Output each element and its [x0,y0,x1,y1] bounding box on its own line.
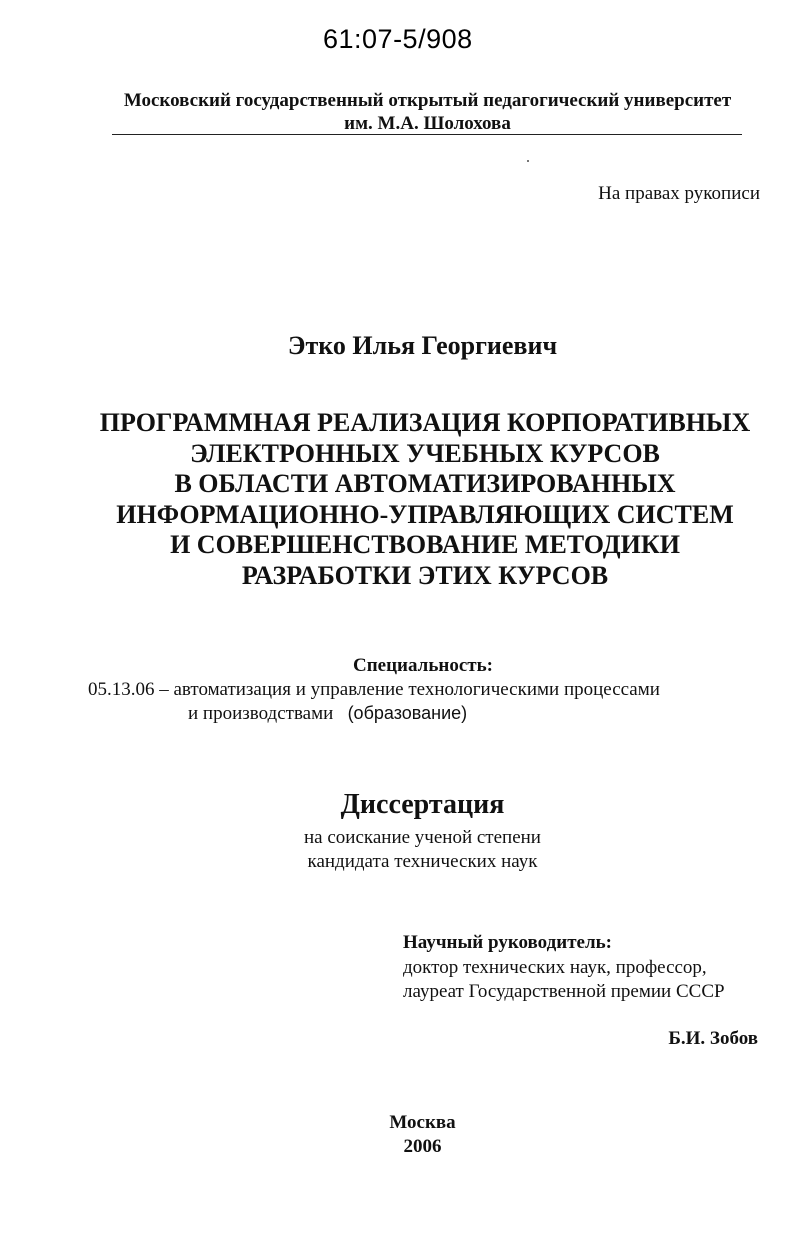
dissertation-heading: Диссертация [340,789,505,820]
specialty-field: (образование) [347,703,468,723]
city: Москва [389,1112,456,1133]
title-line: В ОБЛАСТИ АВТОМАТИЗИРОВАННЫХ [174,469,676,498]
degree-line: на соискание ученой степени [304,827,541,848]
specialty-code: 05.13.06 [88,679,155,700]
university-header [60,89,793,135]
year: 2006 [403,1136,442,1157]
university-name: Московский государственный открытый педагогический университет [123,90,732,111]
specialty-line-2 [188,703,467,725]
advisor-credential: доктор технических наук, профессор, [403,957,707,978]
specialty-description: автоматизация и управление технологическими процессами [173,679,660,700]
advisor-name: Б.И. Зобов [668,1028,758,1049]
degree-block [0,826,793,874]
title-line: ПРОГРАММНАЯ РЕАЛИЗАЦИЯ КОРПОРАТИВНЫХ [99,408,751,437]
advisor-credentials [403,956,725,1004]
author-name: Этко Илья Георгиевич [287,331,558,360]
title-line: ЭЛЕКТРОННЫХ УЧЕБНЫХ КУРСОВ [190,438,660,468]
title-line: РАЗРАБОТКИ ЭТИХ КУРСОВ [241,560,609,590]
specialty-label: Специальность: [353,655,493,676]
scan-speck [527,160,529,162]
rights-note: На правах рукописи [598,183,760,204]
place-and-year [0,1111,793,1159]
thesis-title [0,408,793,591]
university-namesake: им. М.А. Шолохова [344,113,511,134]
title-line: И СОВЕРШЕНСТВОВАНИЕ МЕТОДИКИ [170,530,680,559]
advisor-credential: лауреат Государственной премии СССР [403,981,725,1002]
specialty-dash: – [159,679,169,700]
advisor-label: Научный руководитель: [403,932,612,953]
degree-line: кандидата технических наук [307,851,538,872]
specialty-description-cont: и производствами [188,703,334,724]
header-rule [112,134,742,135]
catalog-number: 61:07-5/908 [323,24,473,54]
title-line: ИНФОРМАЦИОННО-УПРАВЛЯЮЩИХ СИСТЕМ [116,499,734,529]
specialty-line-1 [88,679,660,701]
